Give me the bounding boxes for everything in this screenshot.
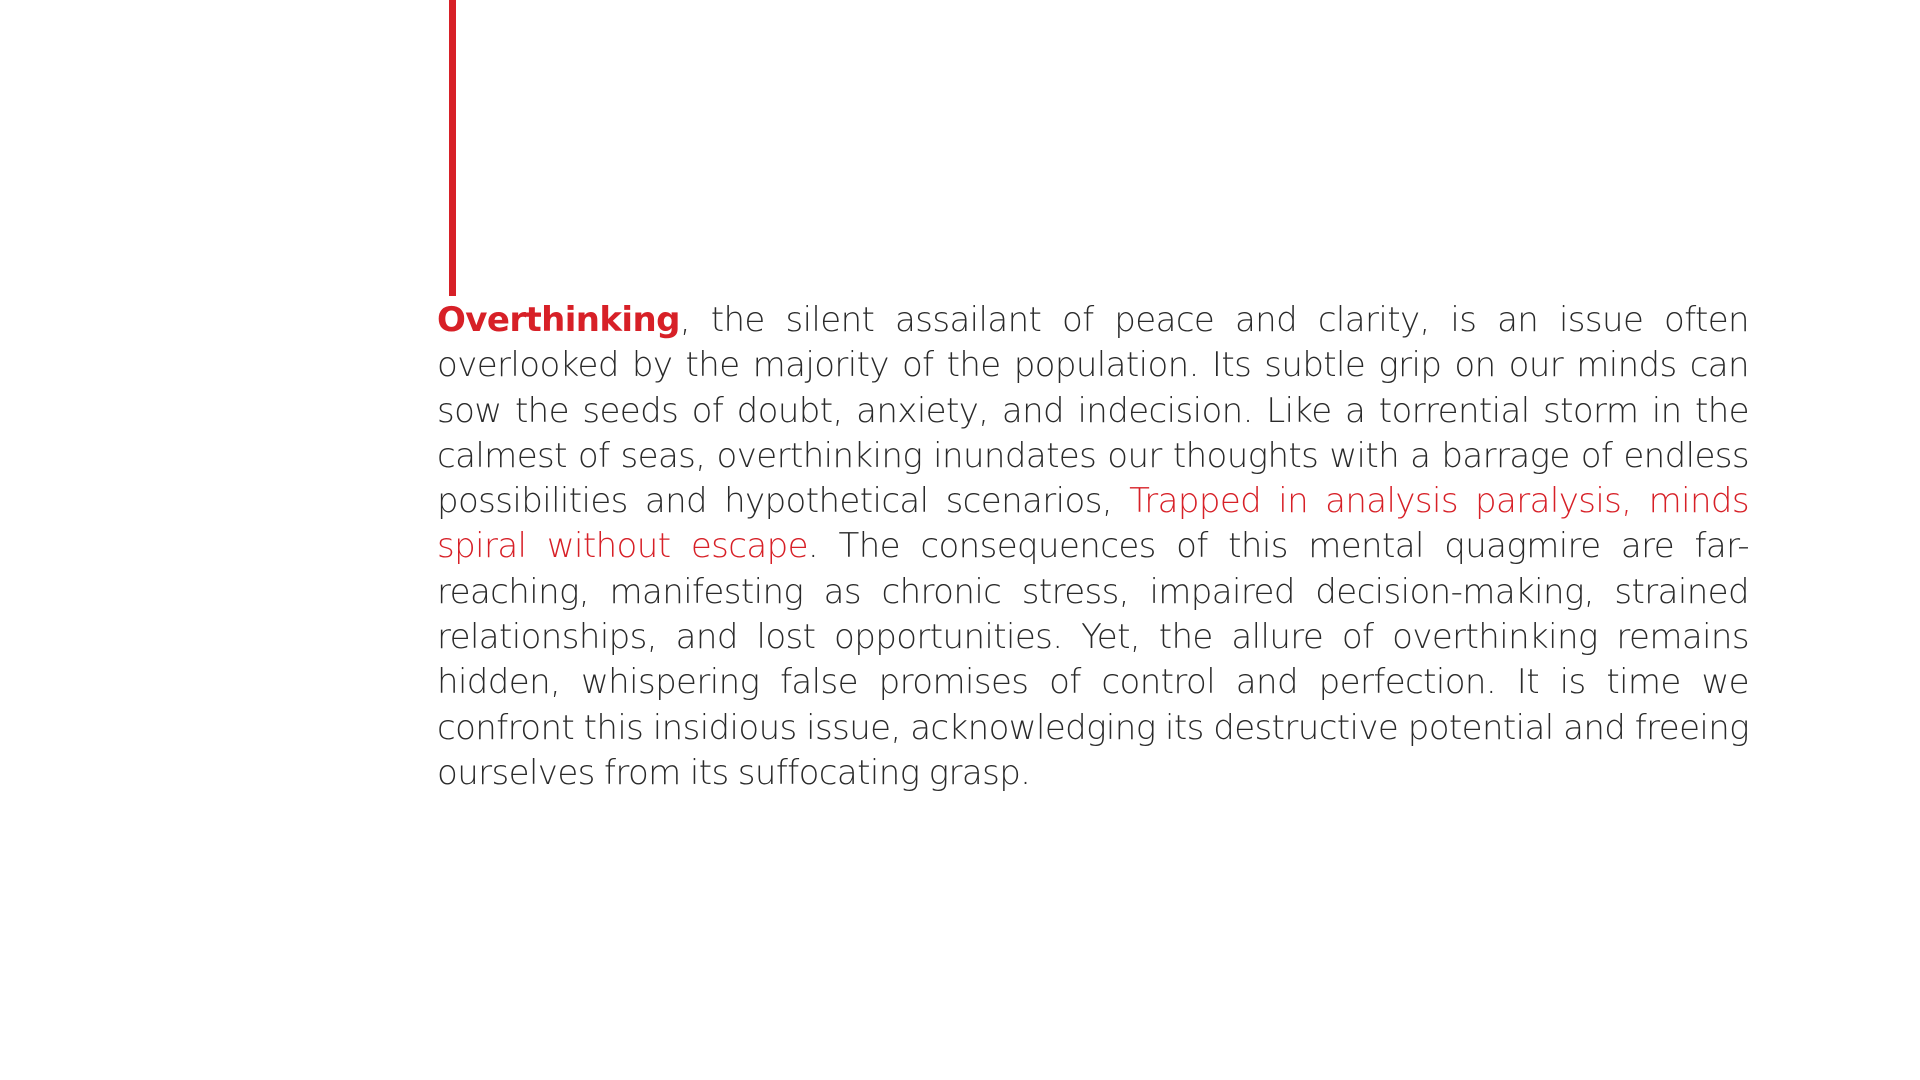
paragraph-text-part1: , the silent assailant of peace and clarity, is an issue often overlooked by the majority of the population. Its subtle grip on our minds can sow the seeds of doubt, anxiety, and indecision. Like a torrential storm in the calmest of seas, overthinking inundates our thoughts with a barrage of endless possibilities and hypothetical scenarios, (437, 300, 1749, 522)
lead-word: Overthinking (437, 300, 680, 340)
accent-bar (449, 0, 456, 296)
body-paragraph (437, 298, 1749, 796)
paragraph-text-part2: . The consequences of this mental quagmire are far-reaching, manifesting as chronic stress, impaired decision-making, strained relationships, and lost opportunities. Yet, the allure of overthinking remains hidden, whispering false promises of control and perfection. It is time we confront this insidious issue, acknowledging its destructive potential and freeing ourselves from its suffocating grasp. (437, 526, 1749, 793)
highlighted-phrase: Trapped in analysis paralysis, minds spiral without escape (437, 481, 1749, 567)
